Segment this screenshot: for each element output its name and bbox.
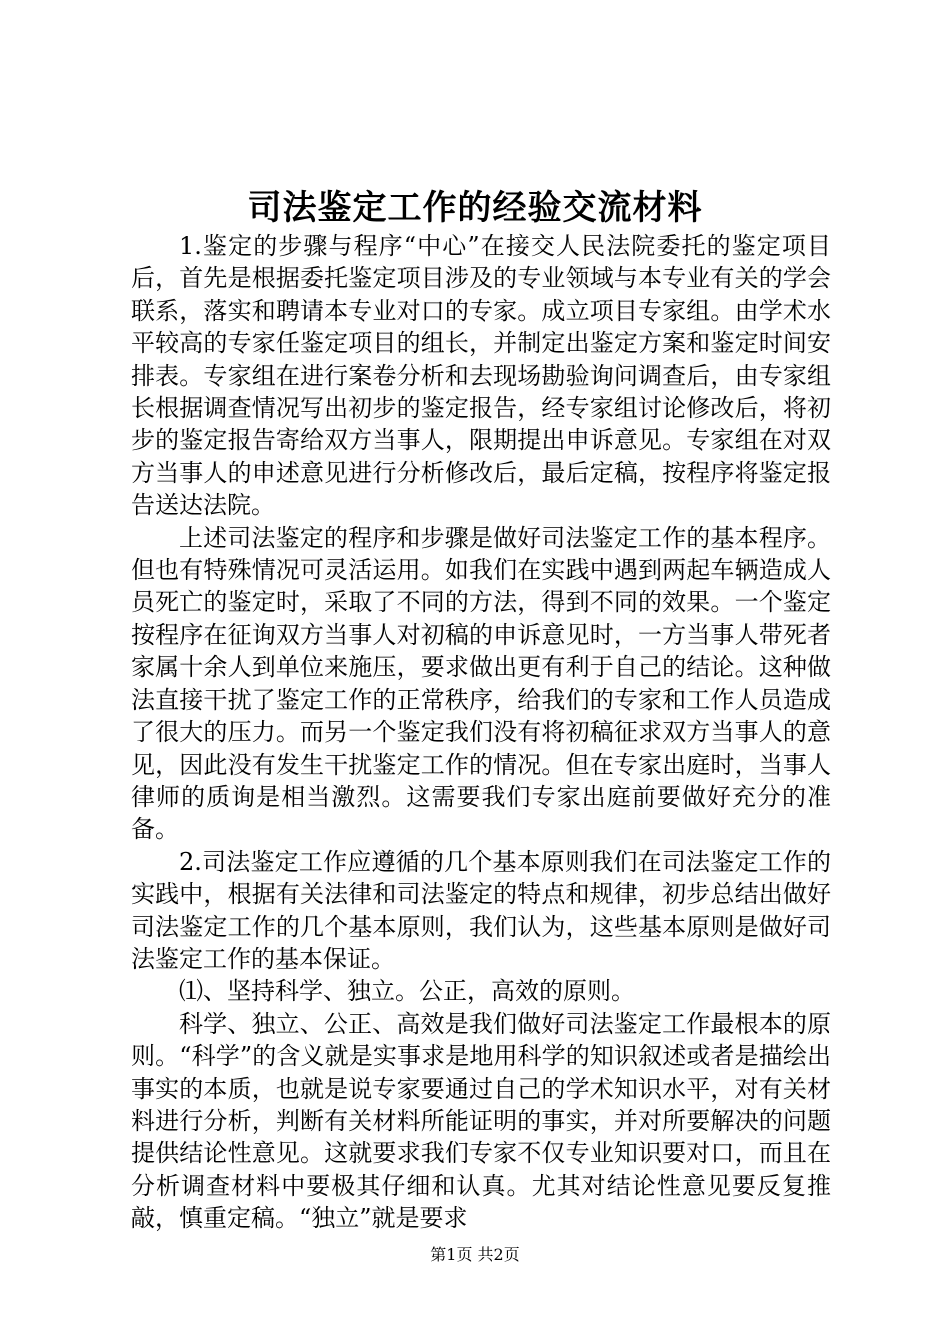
paragraph-4: ⑴、坚持科学、独立。公正，高效的原则。: [179, 977, 635, 1006]
document-title: 司法鉴定工作的经验交流材料: [247, 188, 703, 228]
paragraph-5: 科学、独立、公正、高效是我们做好司法鉴定工作最根本的原则。“科学”的含义就是实事求是地用科学的知识叙述或者是描绘出事实的本质，也就是说专家要通过自己的学术知识水平，对有关材料进行分析，判断有关材料所能证明的事实，并对所要解决的问题提供结论性意见。这就要求我们专家不仅专业知识要对口，而且在分析调查材料中要极其仔细和认真。尤其对结论性意见要反复推敲，慎重定稿。“独立”就是要求: [131, 1009, 831, 1233]
paragraph-2: 上述司法鉴定的程序和步骤是做好司法鉴定工作的基本程序。但也有特殊情况可灵活运用。如我们在实践中遇到两起车辆造成人员死亡的鉴定时，采取了不同的方法，得到不同的效果。一个鉴定按程序在征询双方当事人对初稿的申诉意见时，一方当事人带死者家属十余人到单位来施压，要求做出更有利于自己的结论。这种做法直接干扰了鉴定工作的正常秩序，给我们的专家和工作人员造成了很大的压力。而另一个鉴定我们没有将初稿征求双方当事人的意见，因此没有发生干扰鉴定工作的情况。但在专家出庭时，当事人律师的质询是相当激烈。这需要我们专家出庭前要做好充分的准备。: [131, 523, 831, 844]
page-number-footer: 第1页 共2页: [430, 1245, 520, 1264]
paragraph-3: 2.司法鉴定工作应遵循的几个基本原则我们在司法鉴定工作的实践中，根据有关法律和司法鉴定的特点和规律，初步总结出做好司法鉴定工作的几个基本原则，我们认为，这些基本原则是做好司法鉴定工作的基本保证。: [131, 847, 831, 973]
document-body: [131, 230, 831, 1235]
paragraph-1: 1.鉴定的步骤与程序“中心”在接交人民法院委托的鉴定项目后，首先是根据委托鉴定项目涉及的专业领域与本专业有关的学会联系，落实和聘请本专业对口的专家。成立项目专家组。由学术水平较高的专家任鉴定项目的组长，并制定出鉴定方案和鉴定时间安排表。专家组在进行案卷分析和去现场勘验询问调查后，由专家组长根据调查情况写出初步的鉴定报告，经专家组讨论修改后，将初步的鉴定报告寄给双方当事人，限期提出申诉意见。专家组在对双方当事人的申述意见进行分析修改后，最后定稿，按程序将鉴定报告送达法院。: [131, 232, 831, 520]
